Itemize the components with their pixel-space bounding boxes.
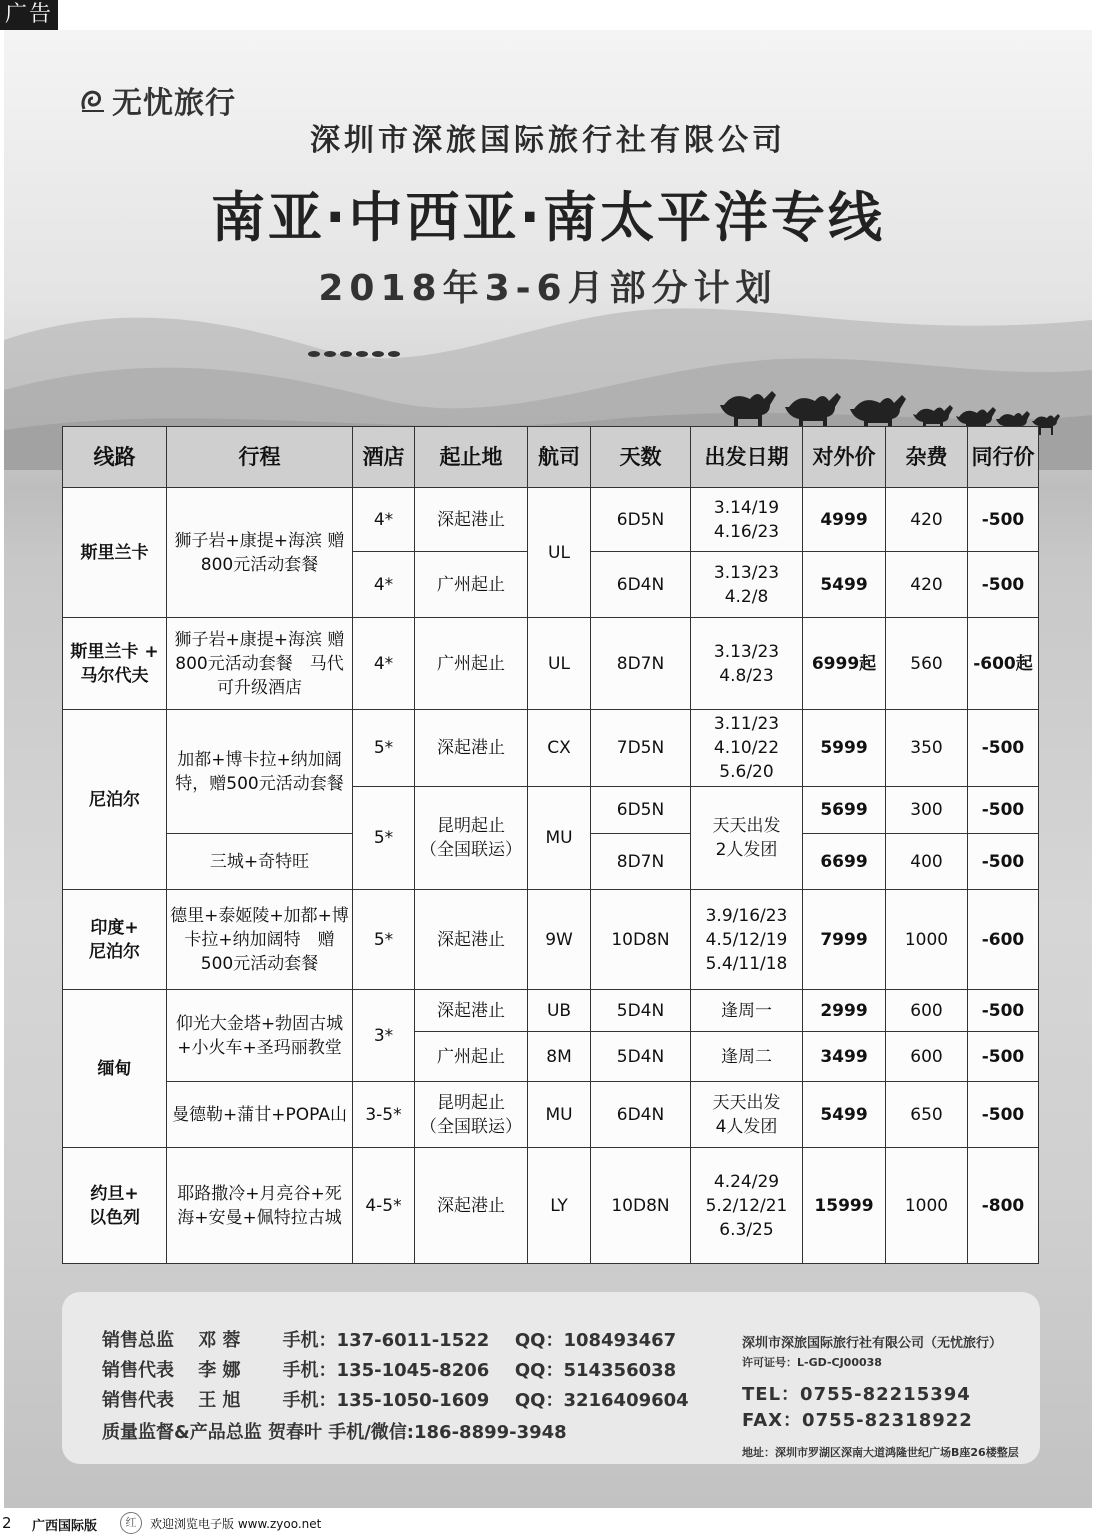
header-peer-price: 同行价 [968,427,1039,488]
itinerary-cell: 仰光大金塔+勃固古城+小火车+圣玛丽教堂 [167,990,353,1082]
itinerary-cell: 狮子岩+康提+海滨 赠800元活动套餐 [167,488,353,618]
origin-cell: 广州起止 [415,618,528,710]
dates-cell: 3.11/23 4.10/22 5.6/20 [691,710,803,787]
table-row [63,710,1039,787]
airline-cell: CX [528,710,591,787]
ad-label: 广告 [0,0,58,30]
hotel-cell: 5* [353,787,415,890]
hotel-cell: 4* [353,618,415,710]
price-cell: 5499 [803,552,886,618]
contact-phone: 手机：135-1045-8206 [282,1360,490,1381]
dates-cell: 逢周二 [691,1032,803,1082]
dates-cell: 4.24/29 5.2/12/21 6.3/25 [691,1148,803,1264]
route-cell: 斯里兰卡 [63,488,167,618]
dates-cell: 3.13/23 4.2/8 [691,552,803,618]
table-row [63,990,1039,1032]
airline-cell: UL [528,618,591,710]
price-cell: 2999 [803,990,886,1032]
hotel-cell: 3* [353,990,415,1082]
price-cell: 5999 [803,710,886,787]
table-row [63,618,1039,710]
header-itinerary: 行程 [167,427,353,488]
dates-cell: 天天出发 2人发团 [691,787,803,890]
itinerary-cell: 狮子岩+康提+海滨 赠800元活动套餐 马代可升级酒店 [167,618,353,710]
price-cell: 6999起 [803,618,886,710]
contact-row [102,1386,689,1412]
days-cell: 6D5N [591,488,691,552]
price-cell: 15999 [803,1148,886,1264]
peer-price-cell: -500 [968,1082,1039,1148]
header-origin: 起止地 [415,427,528,488]
peer-price-cell: -600 [968,890,1039,990]
price-cell: 6699 [803,834,886,890]
fee-cell: 420 [886,488,968,552]
itinerary-cell: 加都+博卡拉+纳加阔特，赠500元活动套餐 [167,710,353,834]
peer-price-cell: -500 [968,710,1039,787]
airline-cell: UL [528,488,591,618]
price-cell: 3499 [803,1032,886,1082]
page-number: 2 [2,1514,12,1532]
license-number: 许可证号：L-GD-CJ00038 [742,1356,882,1369]
airline-cell: 8M [528,1032,591,1082]
header-route: 线路 [63,427,167,488]
swirl-logo-icon [78,85,108,115]
contact-name: 王 旭 [198,1390,241,1411]
poster [4,30,1092,1508]
address: 地址：深圳市罗湖区深南大道鸿隆世纪广场B座26楼整层 [742,1446,1019,1459]
peer-price-cell: -600起 [968,618,1039,710]
hotel-cell: 4-5* [353,1148,415,1264]
origin-cell: 深起港止 [415,488,528,552]
itinerary-cell: 耶路撒冷+月亮谷+死海+安曼+佩特拉古城 [167,1148,353,1264]
origin-cell: 深起港止 [415,1148,528,1264]
website-link[interactable]: 欢迎浏览电子版 www.zyoo.net [150,1517,322,1531]
dates-cell: 天天出发 4人发团 [691,1082,803,1148]
fee-cell: 400 [886,834,968,890]
fee-cell: 350 [886,710,968,787]
origin-cell: 昆明起止 （全国联运） [415,1082,528,1148]
logo-text: 无忧旅行 [112,86,236,121]
origin-cell: 深起港止 [415,990,528,1032]
magazine-name: 广西国际版 [32,1519,98,1534]
airline-cell: MU [528,1082,591,1148]
table-row [63,1082,1039,1148]
table-header-row [63,427,1039,488]
route-cell: 缅甸 [63,990,167,1148]
days-cell: 10D8N [591,890,691,990]
route-table [62,426,1039,1264]
contact-row [102,1356,676,1382]
airline-cell: LY [528,1148,591,1264]
headline: 南亚·中西亚·南太平洋专线 [210,186,886,249]
days-cell: 5D4N [591,1032,691,1082]
origin-cell: 广州起止 [415,552,528,618]
days-cell: 10D8N [591,1148,691,1264]
contact-qq: QQ：108493467 [514,1330,677,1351]
price-cell: 4999 [803,488,886,552]
header-airline: 航司 [528,427,591,488]
route-cell: 斯里兰卡 + 马尔代夫 [63,618,167,710]
company-info [742,1332,1019,1460]
contact-row [102,1326,676,1352]
page-footer [0,1508,1094,1538]
origin-cell: 深起港止 [415,890,528,990]
peer-price-cell: -800 [968,1148,1039,1264]
quality-supervisor-line: 质量监督&产品总监 贺春叶 手机/微信:186-8899-3948 [102,1422,567,1443]
price-cell: 5699 [803,787,886,834]
hotel-cell: 4* [353,488,415,552]
contact-qq: QQ：514356038 [514,1360,677,1381]
brand-logo [78,80,236,120]
peer-price-cell: -500 [968,1032,1039,1082]
contact-panel [62,1292,1040,1464]
airline-cell: MU [528,787,591,890]
route-cell: 尼泊尔 [63,710,167,890]
fee-cell: 650 [886,1082,968,1148]
table-row [63,1148,1039,1264]
header-fee: 杂费 [886,427,968,488]
contact-phone: 手机：137-6011-1522 [282,1330,490,1351]
contact-qq: QQ：3216409604 [514,1390,689,1411]
red-circle-icon: 红 [120,1512,142,1534]
contact-name: 邓 蓉 [198,1330,241,1351]
days-cell: 6D4N [591,1082,691,1148]
peer-price-cell: -500 [968,990,1039,1032]
peer-price-cell: -500 [968,488,1039,552]
header-price: 对外价 [803,427,886,488]
fax: FAX：0755-82318922 [742,1410,973,1431]
table-row [63,488,1039,552]
fee-cell: 560 [886,618,968,710]
airline-cell: UB [528,990,591,1032]
dates-cell: 逢周一 [691,990,803,1032]
header-hotel: 酒店 [353,427,415,488]
contact-phone: 手机：135-1050-1609 [282,1390,490,1411]
origin-cell: 深起港止 [415,710,528,787]
days-cell: 8D7N [591,834,691,890]
header-dates: 出发日期 [691,427,803,488]
fee-cell: 1000 [886,890,968,990]
origin-cell: 广州起止 [415,1032,528,1082]
contact-role: 销售代表 [102,1360,174,1381]
days-cell: 6D5N [591,787,691,834]
company-info-name: 深圳市深旅国际旅行社有限公司（无忧旅行） [742,1336,1003,1351]
itinerary-cell: 德里+泰姬陵+加都+博卡拉+纳加阔特 赠500元活动套餐 [167,890,353,990]
dates-cell: 3.9/16/23 4.5/12/19 5.4/11/18 [691,890,803,990]
telephone: TEL：0755-82215394 [742,1384,971,1405]
peer-price-cell: -500 [968,787,1039,834]
peer-price-cell: -500 [968,552,1039,618]
price-cell: 7999 [803,890,886,990]
fee-cell: 300 [886,787,968,834]
contact-role: 销售总监 [102,1330,174,1351]
table-row [63,890,1039,990]
fee-cell: 600 [886,990,968,1032]
dates-cell: 3.13/23 4.8/23 [691,618,803,710]
subheadline: 2018年3-6月部分计划 [318,268,778,309]
hotel-cell: 5* [353,890,415,990]
route-cell: 约旦+ 以色列 [63,1148,167,1264]
origin-cell: 昆明起止 （全国联运） [415,787,528,890]
contact-role: 销售代表 [102,1390,174,1411]
itinerary-cell: 三城+奇特旺 [167,834,353,890]
fee-cell: 420 [886,552,968,618]
distant-caravan-icon [304,338,404,362]
days-cell: 7D5N [591,710,691,787]
airline-cell: 9W [528,890,591,990]
dates-cell: 3.14/19 4.16/23 [691,488,803,552]
route-cell: 印度+ 尼泊尔 [63,890,167,990]
company-name: 深圳市深旅国际旅行社有限公司 [310,123,786,158]
itinerary-cell: 曼德勒+蒲甘+POPA山 [167,1082,353,1148]
price-cell: 5499 [803,1082,886,1148]
hotel-cell: 5* [353,710,415,787]
header-days: 天数 [591,427,691,488]
contact-name: 李 娜 [198,1360,241,1381]
peer-price-cell: -500 [968,834,1039,890]
hotel-cell: 4* [353,552,415,618]
fee-cell: 600 [886,1032,968,1082]
hotel-cell: 3-5* [353,1082,415,1148]
days-cell: 5D4N [591,990,691,1032]
fee-cell: 1000 [886,1148,968,1264]
days-cell: 8D7N [591,618,691,710]
days-cell: 6D4N [591,552,691,618]
